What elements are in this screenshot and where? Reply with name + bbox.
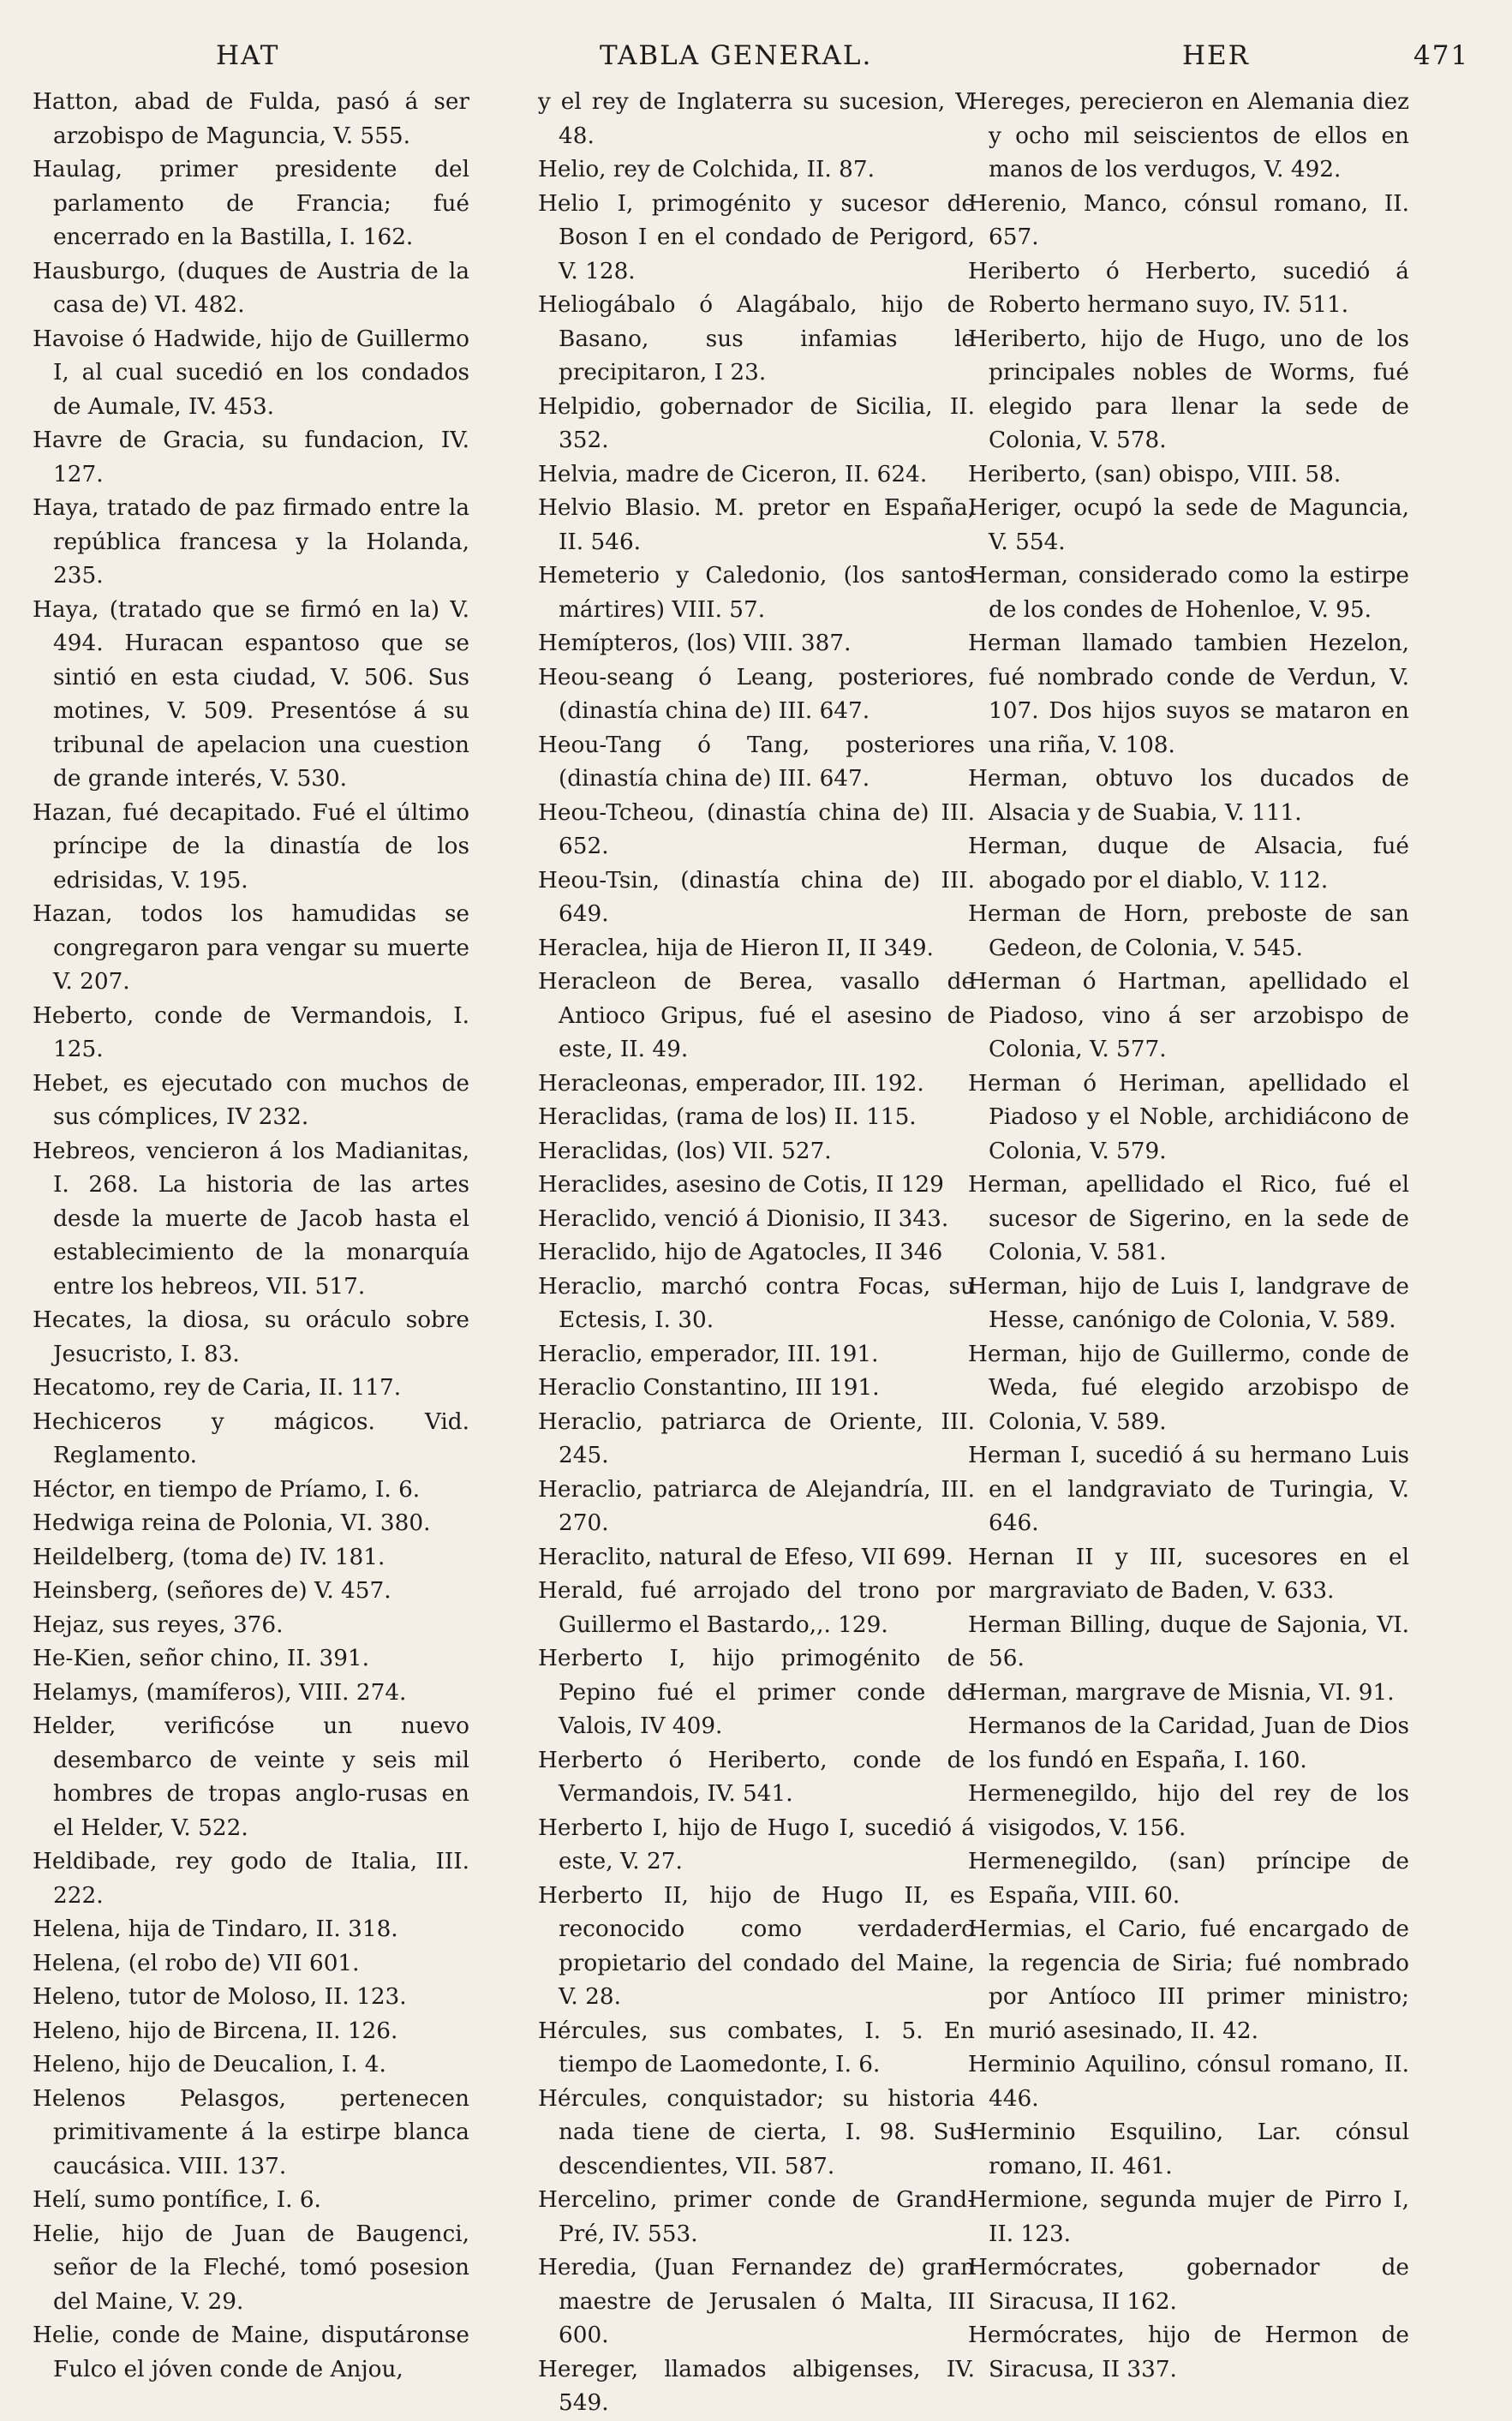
index-entry: Heou-Tang ó Tang, posteriores (dinastía china de) III. 647. [538, 732, 975, 792]
index-entry: Herberto I, hijo de Hugo I, sucedió á este, V. 27. [538, 1814, 975, 1874]
index-entry: Herman, margrave de Misnia, VI. 91. [968, 1679, 1395, 1706]
index-entry: Helvio Blasio. M. pretor en España, II. 546. [538, 495, 975, 555]
index-column-3 [968, 86, 1409, 2387]
index-entry: Hejaz, sus reyes, 376. [33, 1611, 284, 1638]
index-entry: Heracleon de Berea, vasallo de Antioco Gripus, fué el asesino de este, II. 49. [538, 969, 975, 1062]
index-entry: Heraclides, asesino de Cotis, II 129 [538, 1172, 944, 1198]
index-entry: Heou-seang ó Leang, posteriores, (dinastía china de) III. 647. [538, 664, 975, 724]
index-entry: Herman ó Hartman, apellidado el Piadoso, vino á ser arzobispo de Colonia, V. 577. [968, 969, 1409, 1062]
index-entry: Heraclio, patriarca de Alejandría, III. 270. [538, 1476, 975, 1536]
index-entry: Havoise ó Hadwide, hijo de Guillermo I, al cual sucedió en los condados de Aumale, IV. 453. [33, 326, 469, 420]
index-entry: Haulag, primer presidente del parlamento de Francia; fué encerrado en la Bastilla, I. 162. [33, 157, 469, 250]
index-entry: Hazan, fué decapitado. Fué el último príncipe de la dinastía de los edrisidas, V. 195. [33, 799, 469, 894]
index-entry: Hermenegildo, (san) príncipe de España, VIII. 60. [968, 1849, 1409, 1909]
index-entry: Heraclio, patriarca de Oriente, III. 245. [538, 1408, 975, 1468]
index-entry: Hermenegildo, hijo del rey de los visigodos, V. 156. [968, 1781, 1409, 1841]
index-entry: Herminio Esquilino, Lar. cónsul romano, II. 461. [968, 2119, 1409, 2179]
index-entry: Hermócrates, gobernador de Siracusa, II 162. [968, 2255, 1409, 2315]
header-right-guide: HER [1182, 40, 1251, 71]
index-entry: Hemeterio y Caledonio, (los santos mártires) VIII. 57. [538, 563, 975, 623]
index-entry: y el rey de Inglaterra su sucesion, V. 48. [538, 89, 975, 149]
index-entry: Hereges, perecieron en Alemania diez y ocho mil seiscientos de ellos en manos de los verdugos, V. 492. [968, 89, 1409, 182]
index-entry: Herman I, sucedió á su hermano Luis en el landgraviato de Turingia, V. 646. [968, 1443, 1409, 1536]
index-entry: Hernan II y III, sucesores en el margraviato de Baden, V. 633. [968, 1544, 1409, 1604]
index-entry: Hércules, conquistador; su historia nada tiene de cierta, I. 98. Sus descendientes, VII. 587. [538, 2085, 975, 2179]
index-entry: Helena, (el robo de) VII 601. [33, 1950, 360, 1976]
index-entry: Herman, obtuvo los ducados de Alsacia y de Suabia, V. 111. [968, 766, 1409, 826]
index-entry: Helie, conde de Maine, disputáronse Fulco el jóven conde de Anjou, [33, 2322, 469, 2382]
page-number: 471 [1413, 40, 1470, 71]
index-entry: Helio, rey de Colchida, II. 87. [538, 157, 875, 182]
index-entry: Helie, hijo de Juan de Baugenci, señor de la Fleché, tomó posesion del Maine, V. 29. [33, 2221, 469, 2315]
index-entry: Hereger, llamados albigenses, IV. 549. [538, 2356, 975, 2416]
index-entry: Hermione, segunda mujer de Pirro I, II. 123. [968, 2187, 1409, 2247]
index-entry: Heriberto, (san) obispo, VIII. 58. [968, 461, 1342, 487]
index-entry: Haya, (tratado que se firmó en la) V. 494. Huracan espantoso que se sintió en esta ciudad, V. 506. Sus motines, V. 509. Presentóse á su tribunal de apelacion una cuestion de grande interés, V. 530. [33, 596, 469, 792]
index-entry: Havre de Gracia, su fundacion, IV. 127. [33, 427, 469, 487]
index-entry: Helí, sumo pontífice, I. 6. [33, 2187, 321, 2213]
index-entry: Heinsberg, (señores de) V. 457. [33, 1578, 391, 1604]
index-entry: Herman, hijo de Guillermo, conde de Weda, fué elegido arzobispo de Colonia, V. 589. [968, 1341, 1409, 1435]
index-entry: Herberto II, hijo de Hugo II, es reconocido como verdadero propietario del condado del Maine, V. 28. [538, 1882, 975, 2010]
index-entry: Hermias, el Cario, fué encargado de la regencia de Siria; fué nombrado por Antíoco III primer ministro; murió asesinado, II. 42. [968, 1916, 1409, 2044]
index-entry: Heraclito, natural de Efeso, VII 699. [538, 1544, 953, 1570]
index-entry: He-Kien, señor chino, II. 391. [33, 1646, 370, 1671]
index-entry: Herman, considerado como la estirpe de los condes de Hohenloe, V. 95. [968, 563, 1409, 623]
index-entry: Hatton, abad de Fulda, pasó á ser arzobispo de Maguncia, V. 555. [33, 89, 469, 149]
index-entry: Heriger, ocupó la sede de Maguncia, V. 554. [968, 495, 1409, 555]
index-entry: Hecates, la diosa, su oráculo sobre Jesucristo, I. 83. [33, 1307, 469, 1367]
index-entry: Hemípteros, (los) VIII. 387. [538, 631, 852, 656]
index-entry: Hercelino, primer conde de Grand-Pré, IV. 553. [538, 2187, 975, 2247]
index-entry: Herberto ó Heriberto, conde de Vermandois, IV. 541. [538, 1747, 975, 1807]
index-entry: Hebreos, vencieron á los Madianitas, I. 268. La historia de las artes desde la muerte de Jacob hasta el establecimiento de la monarquía entre los hebreos, VII. 517. [33, 1138, 469, 1300]
index-entry: Haya, tratado de paz firmado entre la república francesa y la Holanda, 235. [33, 495, 469, 589]
index-entry: Hecatomo, rey de Caria, II. 117. [33, 1375, 402, 1401]
index-entry: Heldibade, rey godo de Italia, III. 222. [33, 1849, 469, 1909]
index-entry: Herberto I, hijo primogénito de Pepino fué el primer conde de Valois, IV 409. [538, 1646, 975, 1739]
index-entry: Herman Billing, duque de Sajonia, VI. 56. [968, 1611, 1409, 1671]
index-entry: Hebet, es ejecutado con muchos de sus cómplices, IV 232. [33, 1070, 469, 1130]
index-entry: Heraclido, venció á Dionisio, II 343. [538, 1205, 949, 1232]
index-entry: Herenio, Manco, cónsul romano, II. 657. [968, 190, 1409, 250]
index-entry: Herman de Horn, preboste de san Gedeon, de Colonia, V. 545. [968, 901, 1409, 961]
index-entry: Heou-Tsin, (dinastía china de) III. 649. [538, 867, 975, 927]
index-entry: Heraclio, marchó contra Focas, su Ectesis, I. 30. [538, 1273, 975, 1333]
index-entry: Herman ó Heriman, apellidado el Piadoso y el Noble, archidiácono de Colonia, V. 579. [968, 1070, 1409, 1164]
index-entry: Heraclidas, (rama de los) II. 115. [538, 1104, 917, 1130]
index-entry: Heou-Tcheou, (dinastía china de) III. 652. [538, 799, 975, 859]
index-entry: Heriberto ó Herberto, sucedió á Roberto hermano suyo, IV. 511. [968, 258, 1409, 318]
index-entry: Helenos Pelasgos, pertenecen primitivamente á la estirpe blanca caucásica. VIII. 137. [33, 2085, 469, 2179]
index-entry: Heliogábalo ó Alagábalo, hijo de Basano, sus infamias le precipitaron, I 23. [538, 292, 975, 386]
index-entry: Herman, duque de Alsacia, fué abogado por el diablo, V. 112. [968, 834, 1409, 894]
index-entry: Heriberto, hijo de Hugo, uno de los principales nobles de Worms, fué elegido para llenar la sede de Colonia, V. 578. [968, 326, 1409, 453]
index-entry: Heracleonas, emperador, III. 192. [538, 1070, 924, 1097]
header-title: TABLA GENERAL. [600, 40, 873, 71]
index-entry: Hechiceros y mágicos. Vid. Reglamento. [33, 1408, 469, 1468]
index-entry: Hausburgo, (duques de Austria de la casa de) VI. 482. [33, 258, 469, 318]
index-entry: Herman llamado tambien Hezelon, fué nombrado conde de Verdun, V. 107. Dos hijos suyos se mataron en una riña, V. 108. [968, 631, 1409, 758]
index-entry: Herman, hijo de Luis I, landgrave de Hesse, canónigo de Colonia, V. 589. [968, 1273, 1409, 1333]
index-entry: Hermócrates, hijo de Hermon de Siracusa, II 337. [968, 2322, 1409, 2382]
index-entry: Helio I, primogénito y sucesor de Boson I en el condado de Perigord, V. 128. [538, 190, 975, 284]
index-entry: Heleno, hijo de Deucalion, I. 4. [33, 2052, 386, 2077]
index-entry: Heildelberg, (toma de) IV. 181. [33, 1544, 385, 1570]
index-entry: Heredia, (Juan Fernandez de) gran maestre de Jerusalen ó Malta, III 600. [538, 2255, 975, 2348]
index-entry: Hermanos de la Caridad, Juan de Dios los fundó en España, I. 160. [968, 1713, 1409, 1773]
index-entry: Hazan, todos los hamudidas se congregaron para vengar su muerte V. 207. [33, 901, 469, 995]
index-entry: Helena, hija de Tindaro, II. 318. [33, 1916, 398, 1942]
index-entry: Heraclio Constantino, III 191. [538, 1375, 880, 1401]
index-entry: Herminio Aquilino, cónsul romano, II. 446. [968, 2052, 1409, 2112]
index-entry: Heraclidas, (los) VII. 527. [538, 1138, 832, 1164]
index-column-1 [33, 86, 469, 2387]
index-entry: Helder, verificóse un nuevo desembarco de veinte y seis mil hombres de tropas anglo-rusas en el Helder, V. 522. [33, 1713, 469, 1841]
index-entry: Heraclio, emperador, III. 191. [538, 1341, 879, 1367]
index-entry: Hércules, sus combates, I. 5. En tiempo de Laomedonte, I. 6. [538, 2018, 975, 2077]
index-entry: Helpidio, gobernador de Sicilia, II. 352. [538, 393, 975, 453]
index-entry: Heraclea, hija de Hieron II, II 349. [538, 935, 934, 961]
index-entry: Heleno, hijo de Bircena, II. 126. [33, 2018, 398, 2044]
index-entry: Hedwiga reina de Polonia, VI. 380. [33, 1510, 431, 1536]
index-entry: Herman, apellidado el Rico, fué el sucesor de Sigerino, en la sede de Colonia, V. 581. [968, 1172, 1409, 1265]
index-entry: Heraclido, hijo de Agatocles, II 346 [538, 1240, 943, 1265]
index-column-2 [538, 86, 975, 2421]
index-entry: Herald, fué arrojado del trono por Guillermo el Bastardo,,. 129. [538, 1578, 975, 1638]
index-entry: Héctor, en tiempo de Príamo, I. 6. [33, 1476, 421, 1503]
index-entry: Helamys, (mamíferos), VIII. 274. [33, 1679, 407, 1706]
header-left-guide: HAT [216, 40, 280, 71]
index-entry: Helvia, madre de Ciceron, II. 624. [538, 461, 928, 487]
index-entry: Heberto, conde de Vermandois, I. 125. [33, 1002, 469, 1062]
index-entry: Heleno, tutor de Moloso, II. 123. [33, 1984, 407, 2010]
